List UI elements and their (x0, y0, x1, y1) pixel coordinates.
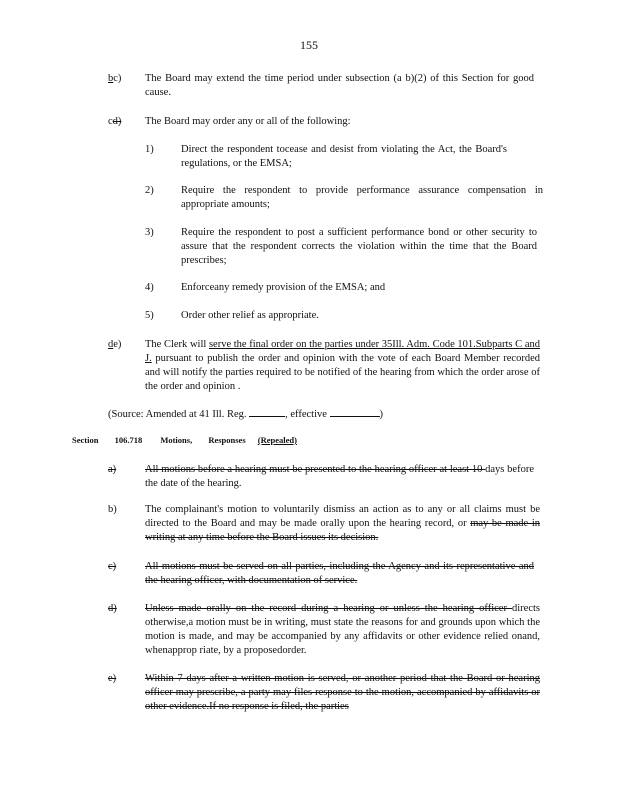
page-number: 155 (300, 38, 318, 52)
subsection-text: The Board may order any or all of the following: (145, 116, 351, 127)
section-heading: Section 106.718 Motions, Responses (Repealed) (72, 435, 297, 445)
subsection-text: The Clerk will serve the final order on the parties under 35Ill. Adm. Code 101.Subparts C and J. pursuant to publish the order and opinion with the vote of each Board Member recorded and will notify the parties required to be notified of the hearing from which the order arose of the order and opinion . (145, 339, 540, 392)
subsection-label: cd) (108, 116, 122, 127)
document-page: 155 bc) The Board may extend the time period under subsection (a b)(2) of this Section for good cause. cd) The Board may order any or all of the following: 1) Direct the respondent tocease and desist from violating the Act, the Board's regulations, or the EMSA; 2) Require the respondent to provide performance assurance compensation in appropriate amounts; 3) Require the respondent to post a sufficient performance bond or other security to assure that the respondent corrects the violation within the time that the Board prescribes; 4) Enforceany remedy provision of the EMSA; and 5) Order other relief as appropriate. de) The Clerk will serve the final order on the parties under 35Ill. Adm. Code 101.Subparts C and J. pursuant to publish the order and opinion with the vote of each Board Member recorded and will notify the parties required to be notified of the hearing from which the order arose of the order and opinion . (Source: Amended at 41 Ill. Reg. , effective ) Section 106.718 Motions, Responses (Repealed) a) All motions before a hearing must be presented to the hearing officer at least 10 days before the date of the hearing. b) The complainant's motion to voluntarily dismiss an action as to any or all claims must be directed to the Board and may be made orally upon the hearing record, or may be made in writing at any time before the Board issues its decision. c) All motions must be served on all parties, including the Agency and its representative and the hearing officer, with documentation of service. d) Unless made orally on the record during a hearing or unless the hearing officer directs otherwise,a motion must be in writing, must state the reasons for and grounds upon which the motion is made, and may be accompanied by any affidavits or other evidence relied onand, whenapprop riate, by a proposedorder. e) Within 7 days after a written motion is served, or another period that the Board or hearing officer may prescribe, a party may files response to the motion, accompanied by affidavits or other evidence.If no response is filed, the parties (0, 0, 618, 800)
subsection-label: de) (108, 339, 122, 350)
source-note: (Source: Amended at 41 Ill. Reg. , effective ) (108, 406, 383, 420)
subsection-label: bc) (108, 73, 122, 84)
subsection-text: The Board may extend the time period under subsection (a b)(2) of this Section for good cause. (145, 73, 534, 98)
